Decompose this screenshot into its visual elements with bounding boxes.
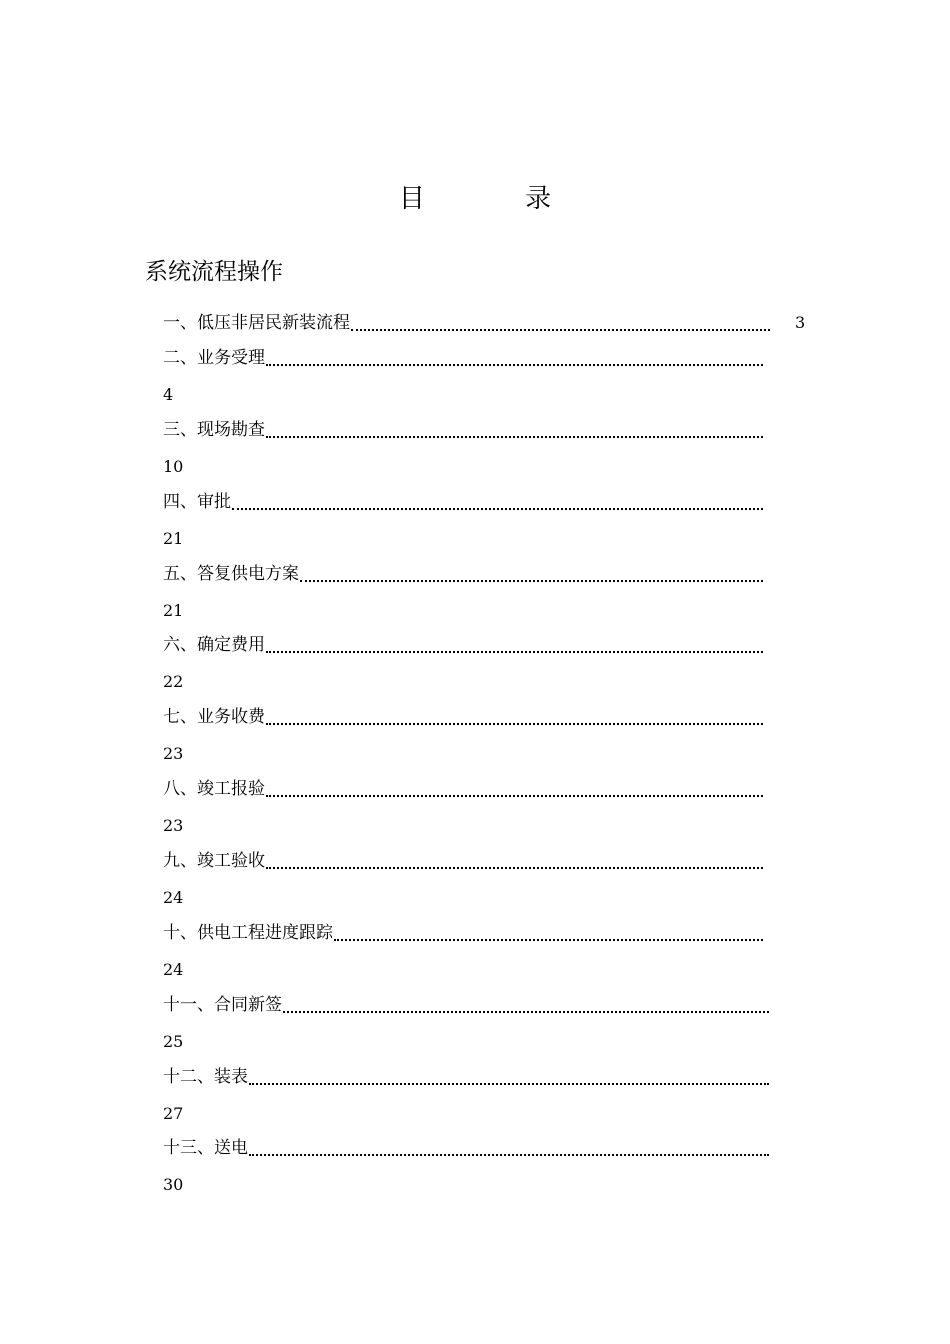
toc-leader-dots	[300, 580, 763, 582]
toc-entry-5[interactable]	[163, 561, 763, 587]
toc-entry-10[interactable]	[163, 920, 763, 946]
toc-leader-dots	[266, 867, 763, 869]
toc-entry-page: 24	[163, 888, 184, 907]
toc-entry-page: 21	[163, 601, 184, 620]
toc-entry-label: 一、低压非居民新装流程	[163, 313, 350, 333]
toc-entry-2[interactable]	[163, 345, 763, 371]
toc-leader-dots	[351, 329, 770, 331]
toc-entry-6[interactable]	[163, 632, 763, 658]
toc-entry-8[interactable]	[163, 776, 763, 802]
toc-entry-13[interactable]	[163, 1135, 769, 1161]
toc-entry-page: 22	[163, 672, 184, 691]
toc-entry-9[interactable]	[163, 848, 763, 874]
toc-entry-label: 十一、合同新签	[163, 995, 282, 1015]
toc-entry-3[interactable]	[163, 417, 763, 443]
toc-entry-12[interactable]	[163, 1064, 769, 1090]
toc-leader-dots	[266, 795, 763, 797]
toc-leader-dots	[266, 651, 763, 653]
toc-entry-label: 十三、送电	[163, 1138, 248, 1158]
toc-entry-label: 六、确定费用	[163, 635, 265, 655]
toc-entry-label: 十二、装表	[163, 1067, 248, 1087]
toc-leader-dots	[249, 1083, 769, 1085]
toc-entry-4[interactable]	[163, 489, 763, 515]
toc-entry-page: 3	[795, 313, 806, 332]
toc-entry-page: 21	[163, 529, 184, 548]
toc-entry-label: 九、竣工验收	[163, 851, 265, 871]
toc-leader-dots	[334, 939, 763, 941]
toc-entry-label: 三、现场勘查	[163, 420, 265, 440]
toc-entry-label: 八、竣工报验	[163, 779, 265, 799]
toc-leader-dots	[232, 508, 763, 510]
toc-entry-label: 四、审批	[163, 492, 231, 512]
toc-leader-dots	[249, 1154, 769, 1156]
toc-entry-7[interactable]	[163, 704, 763, 730]
toc-entry-page: 30	[163, 1175, 184, 1194]
page-title: 目 录	[398, 184, 598, 214]
toc-entry-11[interactable]	[163, 992, 769, 1018]
toc-entry-label: 十、供电工程进度跟踪	[163, 923, 333, 943]
toc-leader-dots	[266, 436, 763, 438]
toc-entry-label: 七、业务收费	[163, 707, 265, 727]
toc-entry-page: 4	[163, 385, 174, 404]
toc-entry-page: 23	[163, 816, 184, 835]
toc-entry-page: 25	[163, 1032, 184, 1051]
toc-leader-dots	[283, 1011, 769, 1013]
toc-entry-page: 27	[163, 1104, 184, 1123]
toc-leader-dots	[266, 364, 763, 366]
toc-entry-page: 10	[163, 457, 184, 476]
toc-entry-label: 二、业务受理	[163, 348, 265, 368]
toc-entry-page: 23	[163, 744, 184, 763]
section-heading: 系统流程操作	[145, 259, 283, 285]
toc-leader-dots	[266, 723, 763, 725]
toc-entry-page: 24	[163, 960, 184, 979]
toc-entry-label: 五、答复供电方案	[163, 564, 299, 584]
toc-entry-1[interactable]	[163, 310, 770, 336]
